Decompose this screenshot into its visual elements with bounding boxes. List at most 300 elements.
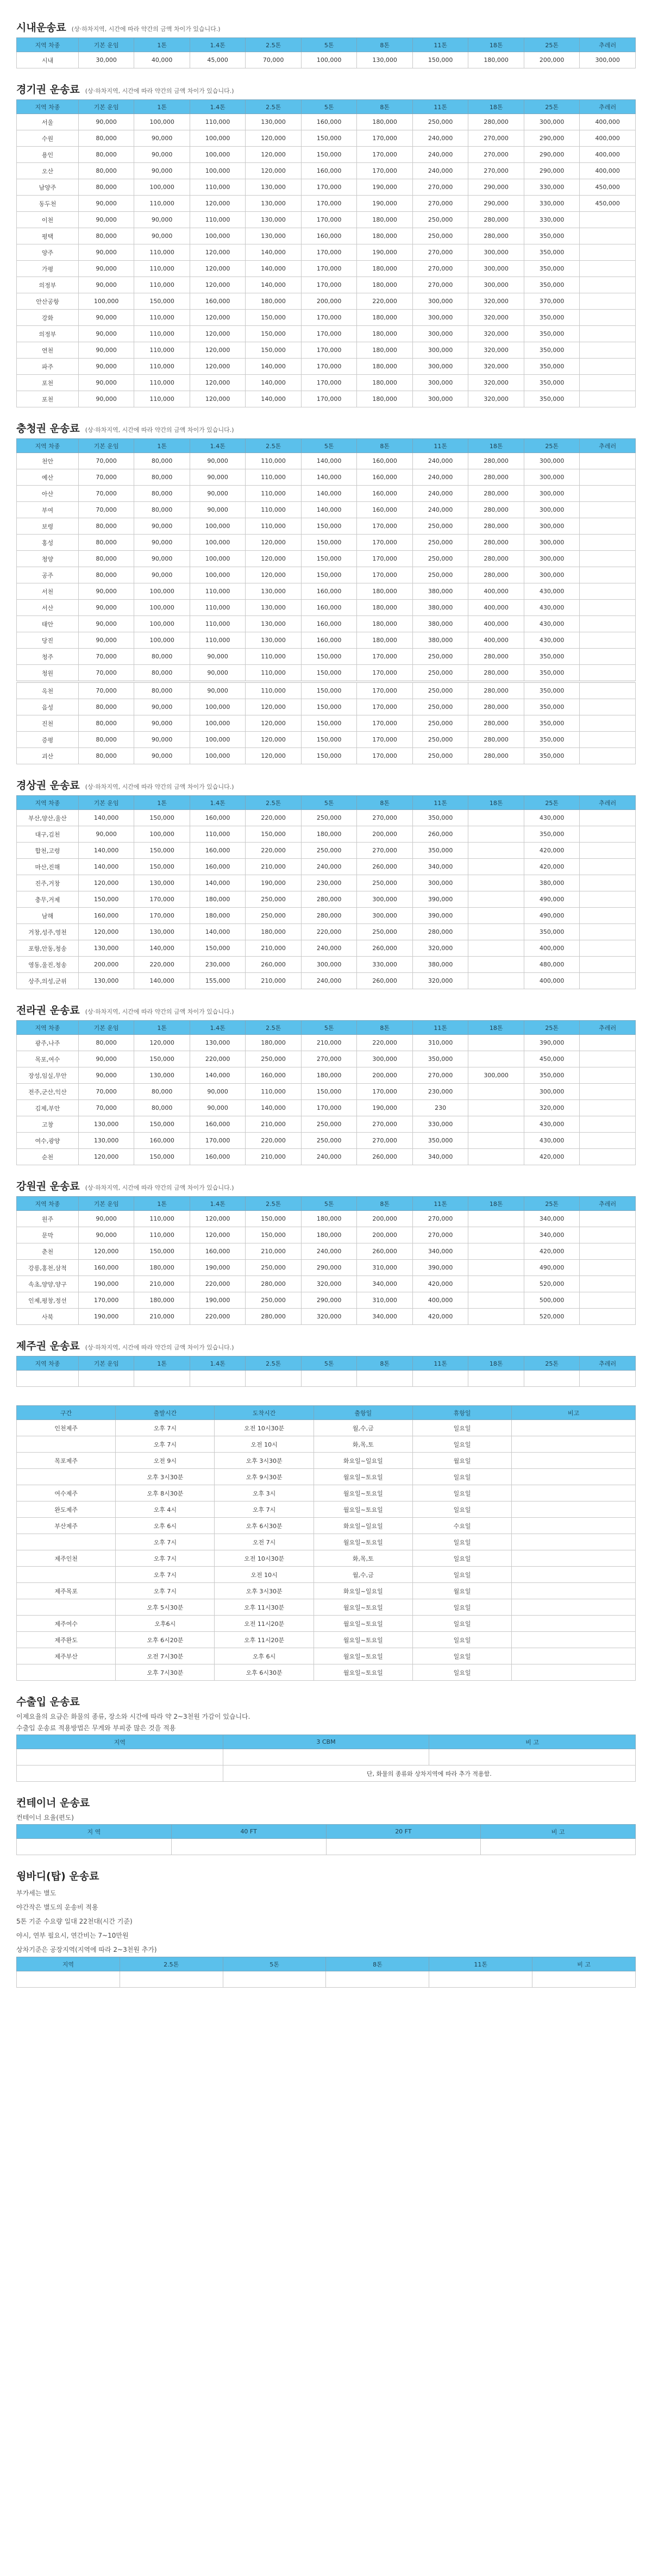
table-cell: 동두천: [17, 196, 79, 212]
table-row: [17, 1133, 636, 1149]
table-row: [17, 196, 636, 212]
table-cell: 250,000: [412, 665, 468, 682]
table-cell: [580, 908, 636, 924]
table-cell: 380,000: [412, 600, 468, 616]
table-cell: 110,000: [134, 261, 190, 277]
table-row: [17, 518, 636, 535]
table-cell: 350,000: [524, 261, 580, 277]
table-cell: [481, 1839, 636, 1855]
table-cell: 420,000: [524, 1243, 580, 1260]
table-cell: 190,000: [357, 1100, 413, 1116]
table-cell: 280,000: [468, 502, 524, 518]
table-cell: 270,000: [412, 196, 468, 212]
table-cell: 170,000: [301, 179, 357, 196]
table-cell: [512, 1632, 636, 1648]
table-cell: 100,000: [190, 567, 246, 583]
column-header: 1톤: [134, 1356, 190, 1371]
table-cell: 충무,거제: [17, 891, 79, 908]
table-cell: 140,000: [301, 502, 357, 518]
table-cell: 70,000: [78, 469, 134, 486]
table-cell: 140,000: [246, 359, 302, 375]
table-cell: [17, 1567, 116, 1583]
table-cell: 화요일~일요일: [314, 1453, 412, 1469]
table-cell: 오후 7시: [116, 1583, 215, 1599]
table-cell: 250,000: [412, 535, 468, 551]
table-cell: 마산,진해: [17, 859, 79, 875]
table-cell: 130,000: [134, 875, 190, 891]
table-row: [17, 583, 636, 600]
table-cell: 120,000: [190, 310, 246, 326]
ferry-table: [16, 1405, 636, 1681]
table-cell: 80,000: [78, 147, 134, 163]
column-header: 추레러: [580, 1021, 636, 1035]
table-cell: 390,000: [412, 908, 468, 924]
table-cell: [580, 1035, 636, 1051]
table-cell: 오후 7시: [116, 1436, 215, 1453]
table-cell: 170,000: [134, 908, 190, 924]
table-cell: 400,000: [468, 616, 524, 632]
table-cell: [580, 843, 636, 859]
table-cell: 110,000: [190, 114, 246, 130]
table-cell: 450,000: [524, 1051, 580, 1067]
table-row: [17, 665, 636, 682]
column-header: 도착시간: [215, 1406, 314, 1420]
table-cell: 오후 11시30분: [215, 1599, 314, 1616]
column-header: 지역 차종: [17, 1197, 79, 1211]
table-cell: [468, 1292, 524, 1309]
table-row: [17, 1485, 636, 1501]
table-cell: [580, 1309, 636, 1325]
table-cell: 170,000: [78, 1292, 134, 1309]
table-cell: 340,000: [412, 859, 468, 875]
table-cell: 안산공항: [17, 293, 79, 310]
table-row: [17, 616, 636, 632]
table-cell: [512, 1616, 636, 1632]
table-cell: 수요일: [412, 1518, 511, 1534]
table-cell: 160,000: [357, 469, 413, 486]
table-cell: 100,000: [78, 293, 134, 310]
table-cell: 150,000: [78, 891, 134, 908]
table-cell: 150,000: [134, 1243, 190, 1260]
table-cell: 90,000: [134, 699, 190, 715]
table-cell: 320,000: [468, 326, 524, 342]
table-cell: 400,000: [468, 583, 524, 600]
table-cell: 120,000: [190, 359, 246, 375]
header-row: [17, 1021, 636, 1035]
table-cell: 170,000: [357, 163, 413, 179]
column-header: 2.5톤: [246, 439, 302, 453]
table-cell: 일요일: [412, 1616, 511, 1632]
section-chungcheong: [16, 420, 636, 764]
info-line: 이제요율의 요금은 화물의 종류, 장소와 시간에 따라 약 2~3천원 가감이 있습니다.: [16, 1713, 250, 1720]
table-cell: 영동,울진,청송: [17, 957, 79, 973]
table-cell: 목포제주: [17, 1453, 116, 1469]
table-cell: 80,000: [134, 502, 190, 518]
table-cell: 70,000: [78, 1100, 134, 1116]
column-header: 5톤: [301, 1356, 357, 1371]
table-cell: 170,000: [357, 567, 413, 583]
table-cell: 340,000: [412, 1149, 468, 1165]
table-cell: 90,000: [134, 715, 190, 732]
table-cell: [524, 1371, 580, 1387]
column-header: 지역 차종: [17, 439, 79, 453]
table-cell: 300,000: [524, 114, 580, 130]
table-cell: 80,000: [78, 551, 134, 567]
table-cell: 490,000: [524, 908, 580, 924]
section-note: (상·하차지역, 시간에 따라 약간의 금액 차이가 있습니다.): [85, 1344, 234, 1351]
table-row: [17, 1276, 636, 1292]
table-cell: 250,000: [412, 732, 468, 748]
table-row: [17, 179, 636, 196]
section-heading: 시내운송료: [16, 22, 66, 34]
table-cell: 300,000: [468, 261, 524, 277]
table-row: [17, 1501, 636, 1518]
section-title: [16, 1795, 636, 1810]
table-cell: 240,000: [412, 163, 468, 179]
table-cell: [580, 551, 636, 567]
table-cell: 170,000: [301, 196, 357, 212]
table-cell: [580, 453, 636, 469]
table-cell: 단, 화물의 종류와 상차지역에 따라 추가 적용함.: [223, 1765, 635, 1782]
table-cell: 오후 7시: [215, 1501, 314, 1518]
table-cell: 160,000: [301, 600, 357, 616]
table-cell: [468, 1084, 524, 1100]
table-cell: 220,000: [134, 957, 190, 973]
table-cell: 150,000: [301, 682, 357, 699]
section-heading: 컨테이너 운송료: [16, 1797, 90, 1809]
table-cell: 130,000: [134, 924, 190, 940]
table-cell: 300,000: [357, 891, 413, 908]
table-cell: 화,목,토: [314, 1550, 412, 1567]
table-cell: 250,000: [246, 891, 302, 908]
table-cell: 130,000: [246, 583, 302, 600]
table-cell: 100,000: [134, 179, 190, 196]
table-cell: 사북: [17, 1309, 79, 1325]
table-cell: 180,000: [357, 391, 413, 407]
table-cell: 350,000: [524, 277, 580, 293]
table-row: [17, 1211, 636, 1227]
table-cell: [512, 1501, 636, 1518]
table-cell: 70,000: [78, 682, 134, 699]
column-header: 1.4톤: [190, 1356, 246, 1371]
table-cell: 340,000: [524, 1227, 580, 1243]
table-cell: [468, 826, 524, 843]
table-cell: 오전 9시: [116, 1453, 215, 1469]
table-cell: [580, 1084, 636, 1100]
column-header: 25톤: [524, 1021, 580, 1035]
table-cell: 280,000: [301, 908, 357, 924]
table-cell: 120,000: [246, 551, 302, 567]
info-line: 수출입 운송료 적용방법은 무게와 부피중 많은 것을 적용: [16, 1724, 176, 1732]
table-row: [17, 453, 636, 469]
table-cell: 150,000: [246, 326, 302, 342]
rate-table: [16, 99, 636, 407]
table-cell: 250,000: [412, 212, 468, 228]
table-cell: 200,000: [357, 1067, 413, 1084]
table-cell: 190,000: [357, 179, 413, 196]
column-header: 11톤: [412, 1197, 468, 1211]
table-cell: 월요일~토요일: [314, 1534, 412, 1550]
table-cell: 상주,의성,군위: [17, 973, 79, 989]
table-cell: 170,000: [357, 699, 413, 715]
table-row: [17, 147, 636, 163]
table-cell: 괴산: [17, 748, 79, 764]
table-cell: 350,000: [524, 1067, 580, 1084]
table-cell: 포항,안동,청송: [17, 940, 79, 957]
table-cell: 80,000: [78, 130, 134, 147]
table-row: [17, 375, 636, 391]
table-cell: 250,000: [301, 843, 357, 859]
table-cell: 300,000: [412, 293, 468, 310]
table-row: [17, 1227, 636, 1243]
table-cell: 90,000: [78, 391, 134, 407]
table-cell: 90,000: [134, 748, 190, 764]
column-header: 8톤: [326, 1957, 429, 1971]
table-cell: [429, 1749, 636, 1765]
table-cell: 90,000: [78, 600, 134, 616]
table-cell: 400,000: [524, 973, 580, 989]
table-cell: 300,000: [468, 1067, 524, 1084]
header-row: [17, 1197, 636, 1211]
table-cell: 여수,광양: [17, 1133, 79, 1149]
section-note: (상·하차지역, 시간에 따라 약간의 금액 차이가 있습니다.): [85, 426, 234, 433]
table-cell: 공주: [17, 567, 79, 583]
table-cell: 300,000: [412, 359, 468, 375]
table-cell: 280,000: [468, 518, 524, 535]
table-cell: 30,000: [78, 52, 134, 68]
table-cell: 210,000: [246, 1116, 302, 1133]
table-cell: 490,000: [524, 1260, 580, 1276]
table-cell: 350,000: [524, 748, 580, 764]
table-cell: [512, 1485, 636, 1501]
table-cell: 100,000: [190, 228, 246, 244]
table-cell: 210,000: [246, 1243, 302, 1260]
table-cell: 90,000: [190, 1100, 246, 1116]
table-cell: 150,000: [301, 665, 357, 682]
table-row: [17, 875, 636, 891]
table-cell: 오후 7시: [116, 1550, 215, 1567]
section-gyeongsang: [16, 777, 636, 989]
table-cell: [580, 715, 636, 732]
table-cell: 340,000: [357, 1309, 413, 1325]
column-header: 1.4톤: [190, 796, 246, 810]
table-cell: [468, 1227, 524, 1243]
table-cell: 월요일~토요일: [314, 1664, 412, 1681]
table-row: [17, 567, 636, 583]
table-cell: 80,000: [134, 469, 190, 486]
table-cell: [512, 1648, 636, 1664]
table-cell: 420,000: [412, 1309, 468, 1325]
table-cell: 110,000: [134, 326, 190, 342]
table-cell: 350,000: [524, 924, 580, 940]
column-header: 기본 운임: [78, 100, 134, 114]
table-cell: 월요일~토요일: [314, 1469, 412, 1485]
table-cell: 월요일~토요일: [314, 1599, 412, 1616]
table-cell: 320,000: [524, 1100, 580, 1116]
table-cell: 150,000: [134, 293, 190, 310]
table-cell: [512, 1534, 636, 1550]
header-row: [17, 1735, 636, 1749]
table-cell: 오전 10시30분: [215, 1550, 314, 1567]
table-cell: 250,000: [246, 908, 302, 924]
table-cell: [468, 908, 524, 924]
table-cell: 250,000: [301, 1133, 357, 1149]
table-row: [17, 277, 636, 293]
table-cell: 110,000: [190, 583, 246, 600]
column-header: 25톤: [524, 796, 580, 810]
table-cell: 155,000: [190, 973, 246, 989]
table-cell: 400,000: [580, 114, 636, 130]
table-row: [17, 1436, 636, 1453]
table-cell: 90,000: [78, 616, 134, 632]
table-cell: 340,000: [412, 1243, 468, 1260]
table-cell: 180,000: [357, 359, 413, 375]
table-cell: 90,000: [134, 535, 190, 551]
table-cell: 170,000: [357, 147, 413, 163]
table-cell: 월,수,금: [314, 1420, 412, 1436]
table-row: [17, 1839, 636, 1855]
table-cell: [580, 326, 636, 342]
table-row: [17, 1453, 636, 1469]
table-cell: 270,000: [412, 179, 468, 196]
column-header: 11톤: [429, 1957, 532, 1971]
column-header: 비고: [512, 1406, 636, 1420]
table-row: [17, 715, 636, 732]
table-cell: 140,000: [246, 277, 302, 293]
table-cell: 80,000: [134, 1084, 190, 1100]
header-row: [17, 439, 636, 453]
section-export: [16, 1694, 636, 1782]
table-cell: 청양: [17, 551, 79, 567]
table-cell: 140,000: [246, 1100, 302, 1116]
table-cell: 170,000: [357, 535, 413, 551]
table-cell: 150,000: [301, 518, 357, 535]
table-cell: 90,000: [134, 163, 190, 179]
table-row: [17, 1971, 636, 1988]
rate-table: [16, 1020, 636, 1165]
rate-table: [16, 37, 636, 68]
table-cell: 300,000: [524, 518, 580, 535]
table-cell: 180,000: [357, 375, 413, 391]
table-cell: 오후 3시30분: [116, 1469, 215, 1485]
table-row: [17, 908, 636, 924]
table-cell: 350,000: [412, 1051, 468, 1067]
table-cell: [580, 810, 636, 826]
table-cell: 230,000: [412, 1084, 468, 1100]
table-cell: 90,000: [190, 1084, 246, 1100]
table-cell: 100,000: [134, 632, 190, 649]
table-cell: 120,000: [78, 1149, 134, 1165]
table-cell: 이천: [17, 212, 79, 228]
table-cell: [512, 1567, 636, 1583]
table-cell: 일요일: [412, 1534, 511, 1550]
table-cell: 160,000: [301, 616, 357, 632]
table-cell: 150,000: [134, 1051, 190, 1067]
table-cell: 280,000: [468, 535, 524, 551]
table-cell: 일요일: [412, 1664, 511, 1681]
info-line: 야간작은 별도의 운송비 적용: [16, 1903, 98, 1911]
table-cell: [17, 1765, 223, 1782]
table-cell: 화요일~일요일: [314, 1518, 412, 1534]
table-row: [17, 732, 636, 748]
table-cell: 300,000: [357, 908, 413, 924]
table-cell: 180,000: [357, 583, 413, 600]
table-cell: 고창: [17, 1116, 79, 1133]
table-cell: 전주,군산,익산: [17, 1084, 79, 1100]
table-cell: 250,000: [412, 518, 468, 535]
table-cell: 70,000: [78, 486, 134, 502]
table-cell: [580, 391, 636, 407]
table-cell: 370,000: [524, 293, 580, 310]
rate-table: [16, 438, 636, 764]
table-cell: 480,000: [524, 957, 580, 973]
table-cell: 250,000: [412, 114, 468, 130]
column-header: 2.5톤: [246, 1197, 302, 1211]
table-cell: 90,000: [134, 518, 190, 535]
table-cell: 서울: [17, 114, 79, 130]
table-cell: 광주,나주: [17, 1035, 79, 1051]
table-row: [17, 699, 636, 715]
table-cell: 490,000: [524, 891, 580, 908]
table-cell: [580, 375, 636, 391]
section-note: (상·하차지역, 시간에 따라 약간의 금액 차이가 있습니다.): [85, 783, 234, 790]
column-header: 지역: [17, 1735, 223, 1749]
table-cell: 380,000: [412, 632, 468, 649]
table-row: [17, 632, 636, 649]
table-cell: 120,000: [246, 163, 302, 179]
table-row: [17, 859, 636, 875]
table-cell: 진천: [17, 715, 79, 732]
table-cell: [134, 1371, 190, 1387]
column-header: 1톤: [134, 100, 190, 114]
table-cell: [580, 732, 636, 748]
column-header: 1.4톤: [190, 100, 246, 114]
table-cell: 150,000: [301, 551, 357, 567]
table-cell: 130,000: [246, 600, 302, 616]
table-cell: 오후 7시: [116, 1420, 215, 1436]
table-cell: 280,000: [468, 649, 524, 665]
table-cell: 240,000: [301, 940, 357, 957]
table-cell: 월요일: [412, 1583, 511, 1599]
table-cell: [190, 1371, 246, 1387]
table-row: [17, 1469, 636, 1485]
table-cell: 70,000: [78, 1084, 134, 1100]
column-header: 18톤: [468, 38, 524, 52]
table-cell: [468, 957, 524, 973]
table-cell: 오후 5시30분: [116, 1599, 215, 1616]
table-cell: 90,000: [78, 261, 134, 277]
table-cell: [580, 1133, 636, 1149]
column-header: 11톤: [412, 1021, 468, 1035]
table-cell: [580, 859, 636, 875]
table-cell: 연천: [17, 342, 79, 359]
section-title: [16, 81, 636, 96]
table-cell: 100,000: [190, 715, 246, 732]
table-cell: 용인: [17, 147, 79, 163]
info-line: 상차기준은 공장지역(지역에 따라 2~3천원 추가): [16, 1946, 157, 1953]
table-cell: [580, 469, 636, 486]
table-cell: 90,000: [78, 342, 134, 359]
table-cell: 160,000: [301, 632, 357, 649]
table-cell: 220,000: [246, 810, 302, 826]
table-row: [17, 469, 636, 486]
table-cell: 90,000: [134, 212, 190, 228]
table-cell: 430,000: [524, 583, 580, 600]
table-cell: [468, 940, 524, 957]
table-cell: [326, 1839, 481, 1855]
table-cell: 160,000: [301, 163, 357, 179]
table-cell: 80,000: [134, 1100, 190, 1116]
